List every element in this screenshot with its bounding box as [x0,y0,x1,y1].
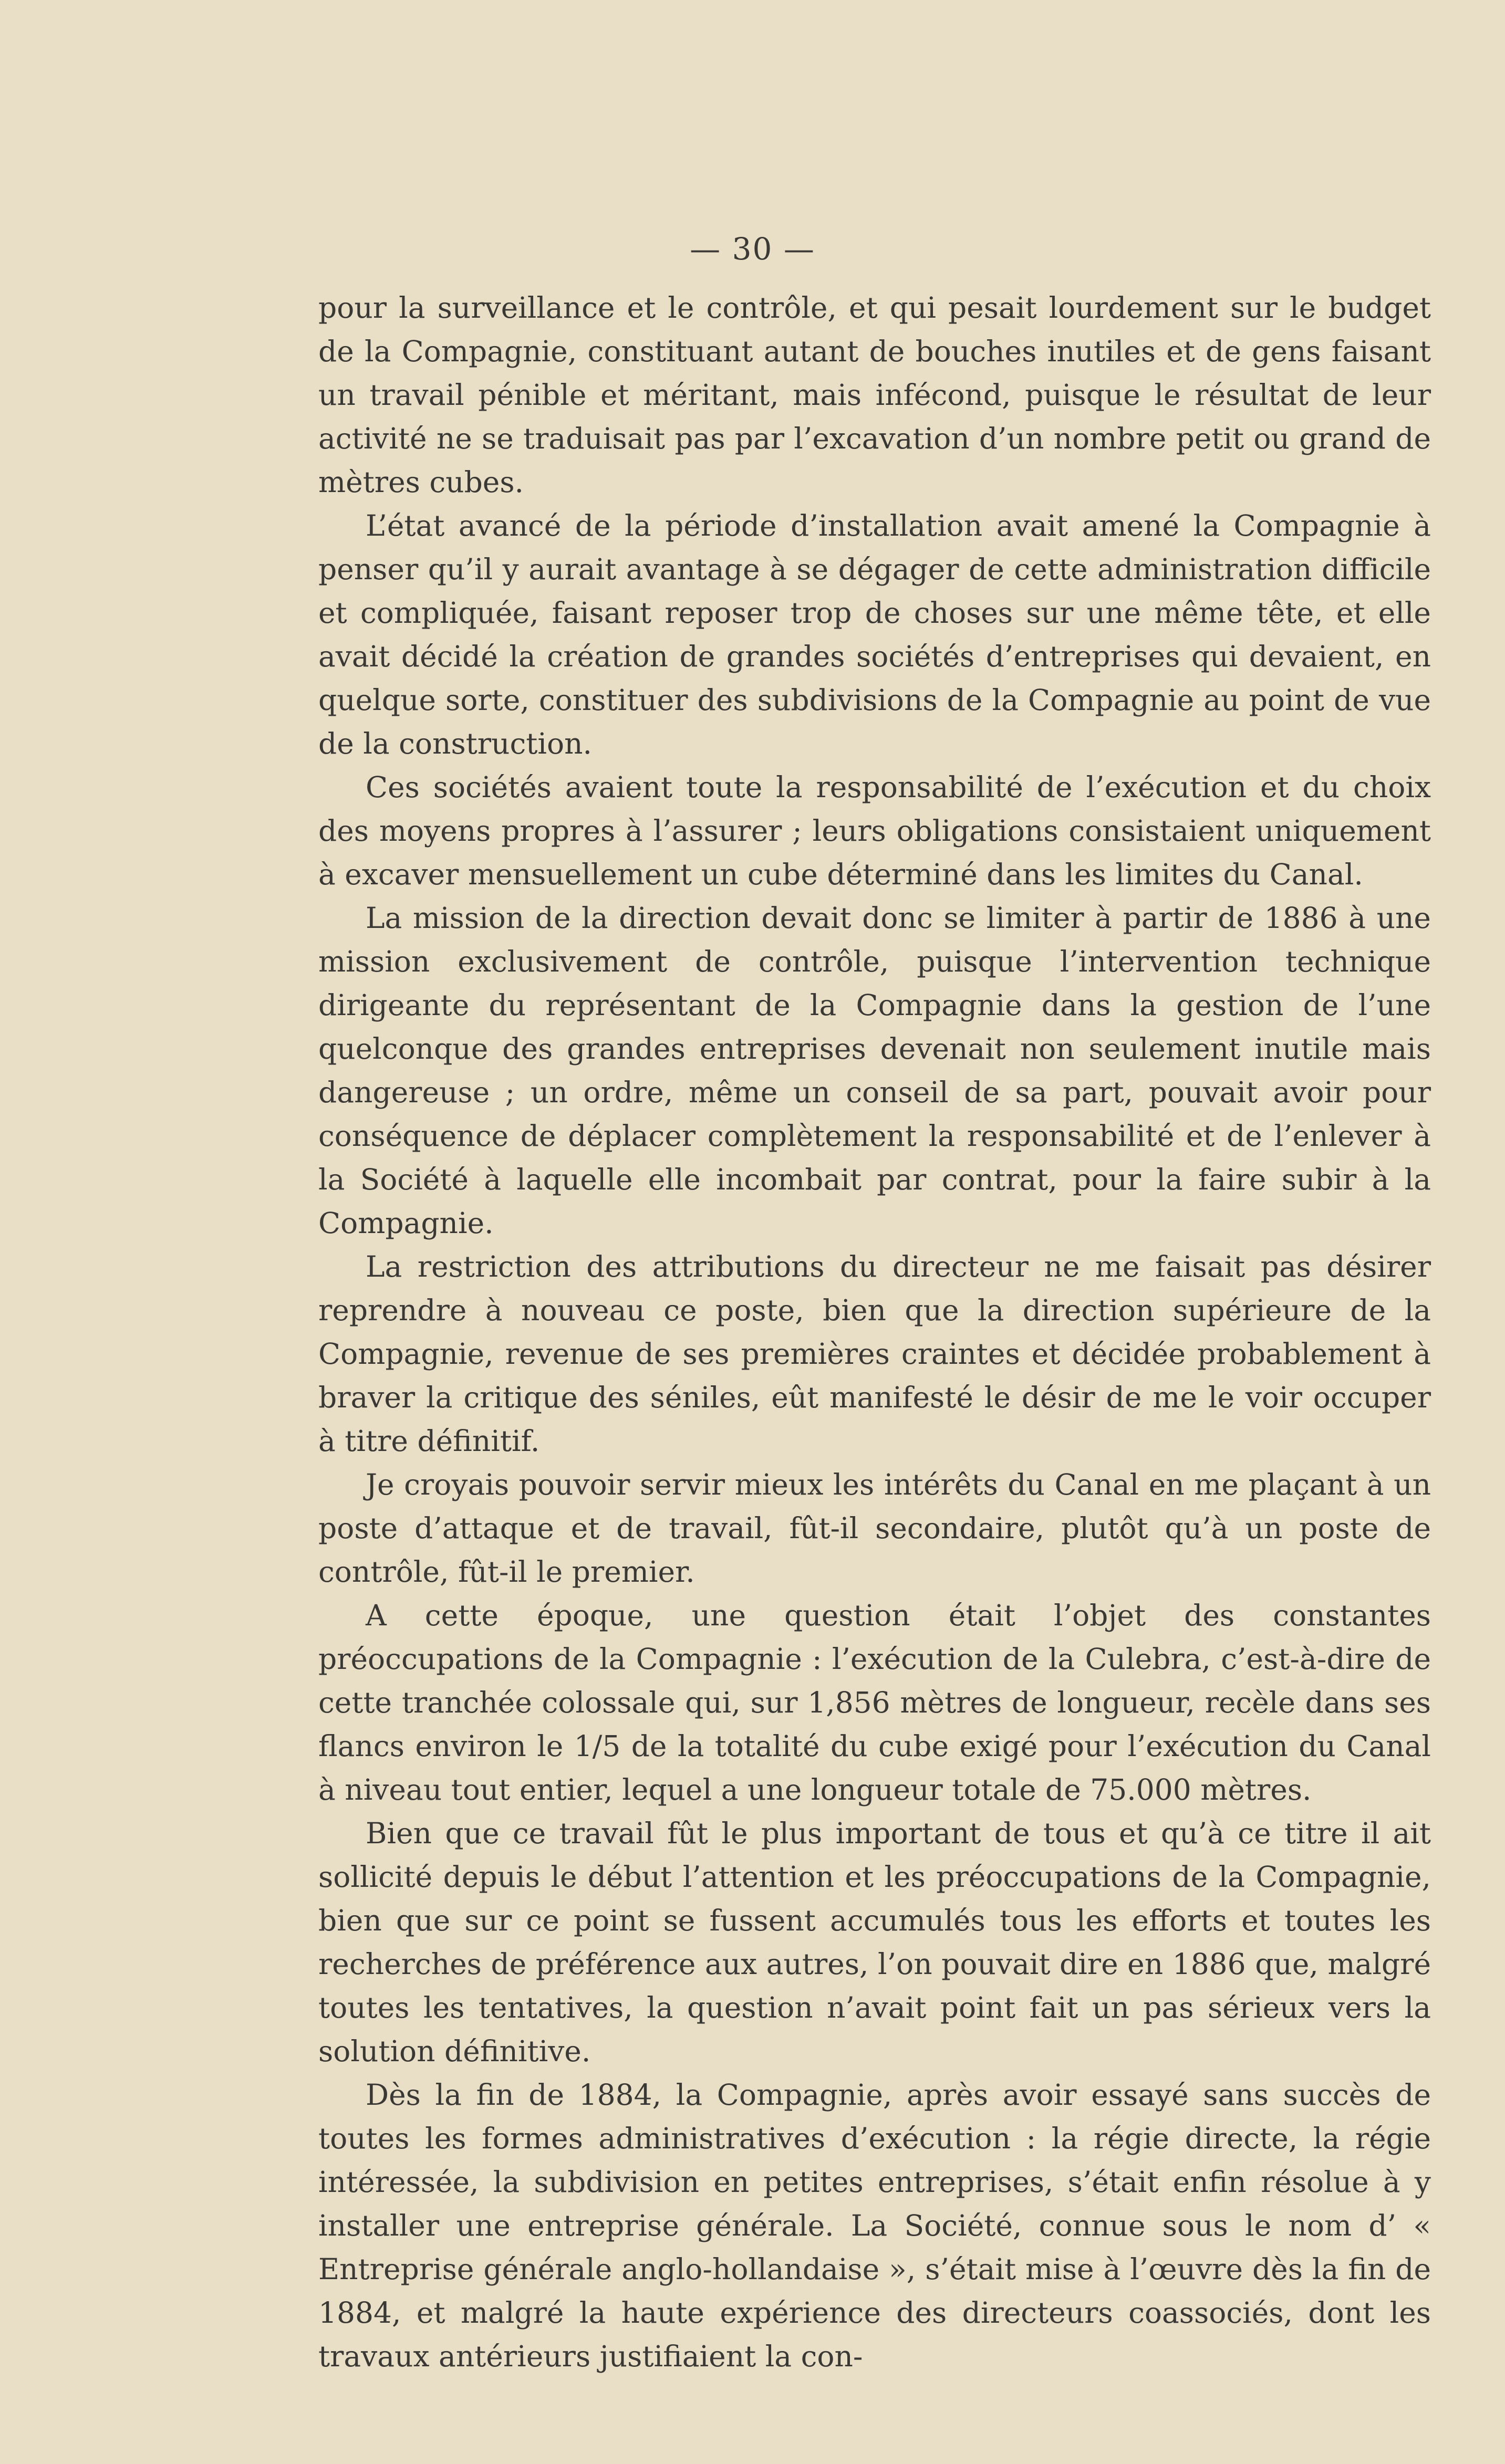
paragraph: L’état avancé de la période d’installation avait amené la Compagnie à penser qu’il y aurait avantage à se dégager de cette administration difficile et compliquée, faisant reposer trop de choses sur une même tête, et elle avait décidé la création de grandes sociétés d’entreprises qui devaient, en quelque sorte, constituer des subdivisions de la Compagnie au point de vue de la construction. [318,509,1431,760]
paragraph: Je croyais pouvoir servir mieux les intérêts du Canal en me plaçant à un poste d’attaque et de travail, fût-il secondaire, plutôt qu’à un poste de contrôle, fût-il le premier. [318,1468,1431,1589]
paragraph: Bien que ce travail fût le plus important de tous et qu’à ce titre il ait sollicité depuis le début l’attention et les préoccupations de la Compagnie, bien que sur ce point se fussent accumulés tous les efforts et toutes les recherches de préférence aux autres, l’on pouvait dire en 1886 que, malgré toutes les tentatives, la question n’avait point fait un pas sérieux vers la solution définitive. [318,1816,1431,2068]
paragraph: Dès la fin de 1884, la Compagnie, après avoir essayé sans succès de toutes les formes administratives d’exécution : la régie directe, la régie intéressée, la subdivision en petites entreprises, s’était enfin résolue à y installer une entreprise générale. La Société, connue sous le nom d’ « Entreprise générale anglo-hollandaise », s’était mise à l’œuvre dès la fin de 1884, et malgré la haute expérience des directeurs coassociés, dont les travaux antérieurs justifiaient la con- [318,2078,1431,2373]
body-text [318,286,1431,2378]
paragraph: La restriction des attributions du directeur ne me faisait pas désirer reprendre à nouveau ce poste, bien que la direction supérieure de la Compagnie, revenue de ses premières craintes et décidée probablement à braver la critique des séniles, eût manifesté le désir de me le voir occuper à titre définitif. [318,1250,1431,1458]
paragraph: La mission de la direction devait donc se limiter à partir de 1886 à une mission exclusivement de contrôle, puisque l’intervention technique dirigeante du représentant de la Compagnie dans la gestion de l’une quelconque des grandes entreprises devenait non seulement inutile mais dangereuse ; un ordre, même un conseil de sa part, pouvait avoir pour conséquence de déplacer complètement la responsabilité et de l’enlever à la Société à laquelle elle incombait par contrat, pour la faire subir à la Compagnie. [318,901,1431,1240]
paragraph: Ces sociétés avaient toute la responsabilité de l’exécution et du choix des moyens propres à l’assurer ; leurs obligations consistaient uniquement à excaver mensuellement un cube déterminé dans les limites du Canal. [318,770,1431,891]
paragraph: A cette époque, une question était l’objet des constantes préoccupations de la Compagnie : l’exécution de la Culebra, c’est-à-dire de cette tranchée colossale qui, sur 1,856 mètres de longueur, recèle dans ses flancs environ le 1/5 de la totalité du cube exigé pour l’exécution du Canal à niveau tout entier, lequel a une longueur totale de 75.000 mètres. [318,1599,1431,1807]
page-number: — 30 — [690,231,815,267]
paragraph: pour la surveillance et le contrôle, et qui pesait lourdement sur le budget de la Compagnie, constituant autant de bouches inutiles et de gens faisant un travail pénible et méritant, mais infécond, puisque le résultat de leur activité ne se traduisait pas par l’excavation d’un nombre petit ou grand de mètres cubes. [318,291,1431,499]
